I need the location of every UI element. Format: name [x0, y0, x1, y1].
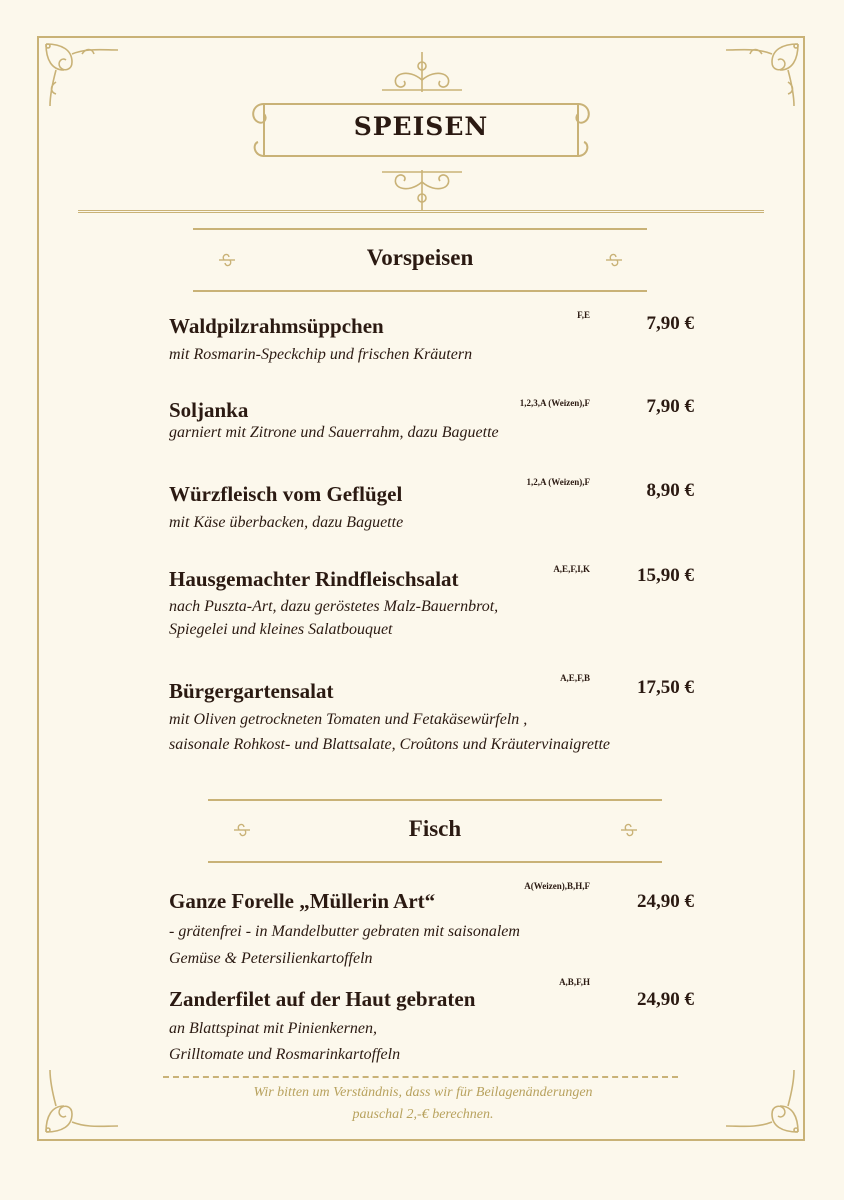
menu-item-allergens: 1,2,A (Weizen),F: [526, 477, 590, 487]
menu-item-description: Grilltomate und Rosmarinkartoffeln: [169, 1046, 401, 1063]
menu-item-name: Hausgemachter Rindfleischsalat: [169, 567, 459, 591]
footer-divider: [163, 1076, 678, 1078]
menu-item-name: Ganze Forelle „Müllerin Art“: [169, 889, 436, 913]
menu-item-name: Soljanka: [169, 398, 249, 422]
menu-item-allergens: A,E,F,B: [560, 673, 590, 683]
section-rule-top: [208, 799, 662, 801]
menu-item-allergens: 1,2,3,A (Weizen),F: [519, 398, 590, 408]
menu-item-price: 7,90 €: [646, 396, 694, 417]
menu-item-price: 17,50 €: [637, 677, 694, 698]
menu-item-price: 8,90 €: [646, 480, 694, 501]
title-bottom-ornament-icon: [378, 168, 466, 212]
menu-item-name: Waldpilzrahmsüppchen: [169, 314, 384, 338]
section-rule-bottom: [208, 861, 662, 863]
menu-item-description: nach Puszta-Art, dazu geröstetes Malz-Bauernbrot,: [169, 598, 499, 615]
scroll-ornament-right-icon: [618, 819, 640, 841]
menu-item-price: 15,90 €: [637, 565, 694, 586]
menu-item-price: 7,90 €: [646, 313, 694, 334]
scroll-ornament-right-icon: [603, 249, 625, 271]
section-title-vorspeisen: Vorspeisen: [366, 245, 474, 270]
page-title: SPEISEN: [353, 112, 489, 141]
corner-ornament-bottom-right-icon: [722, 1066, 802, 1136]
menu-item-name: Würzfleisch vom Geflügel: [169, 482, 403, 506]
menu-item-price: 24,90 €: [637, 989, 694, 1010]
footer-note-line1: Wir bitten um Verständnis, dass wir für Beilagenänderungen: [253, 1085, 593, 1100]
menu-item-description: saisonale Rohkost- und Blattsalate, Croûtons und Kräutervinaigrette: [169, 736, 611, 753]
footer-note-line2: pauschal 2,-€ berechnen.: [352, 1107, 494, 1122]
menu-item-allergens: F,E: [577, 310, 590, 320]
menu-item-name: Bürgergartensalat: [169, 679, 334, 703]
menu-item-allergens: A(Weizen),B,H,F: [524, 881, 590, 891]
menu-item-description: Spiegelei und kleines Salatbouquet: [169, 621, 393, 638]
menu-item-description: mit Oliven getrockneten Tomaten und Fetakäsewürfeln ,: [169, 711, 528, 728]
menu-item-allergens: A,E,F,I,K: [553, 564, 590, 574]
corner-ornament-top-left-icon: [42, 40, 122, 110]
section-title-fisch: Fisch: [408, 816, 462, 841]
section-rule-top: [193, 228, 647, 230]
corner-ornament-bottom-left-icon: [42, 1066, 122, 1136]
menu-item-name: Zanderfilet auf der Haut gebraten: [169, 987, 476, 1011]
menu-item-price: 24,90 €: [637, 891, 694, 912]
corner-ornament-top-right-icon: [722, 40, 802, 110]
menu-item-description: mit Käse überbacken, dazu Baguette: [169, 514, 404, 531]
title-top-ornament-icon: [378, 50, 466, 94]
menu-item-description: - grätenfrei - in Mandelbutter gebraten mit saisonalem: [169, 923, 520, 940]
menu-item-description: Gemüse & Petersilienkartoffeln: [169, 950, 373, 967]
menu-item-description: mit Rosmarin-Speckchip und frischen Kräutern: [169, 346, 473, 363]
title-divider: [78, 210, 764, 213]
section-rule-bottom: [193, 290, 647, 292]
menu-item-description: an Blattspinat mit Pinienkernen,: [169, 1020, 377, 1037]
menu-item-description: garniert mit Zitrone und Sauerrahm, dazu Baguette: [169, 424, 499, 441]
menu-item-allergens: A,B,F,H: [559, 977, 590, 987]
